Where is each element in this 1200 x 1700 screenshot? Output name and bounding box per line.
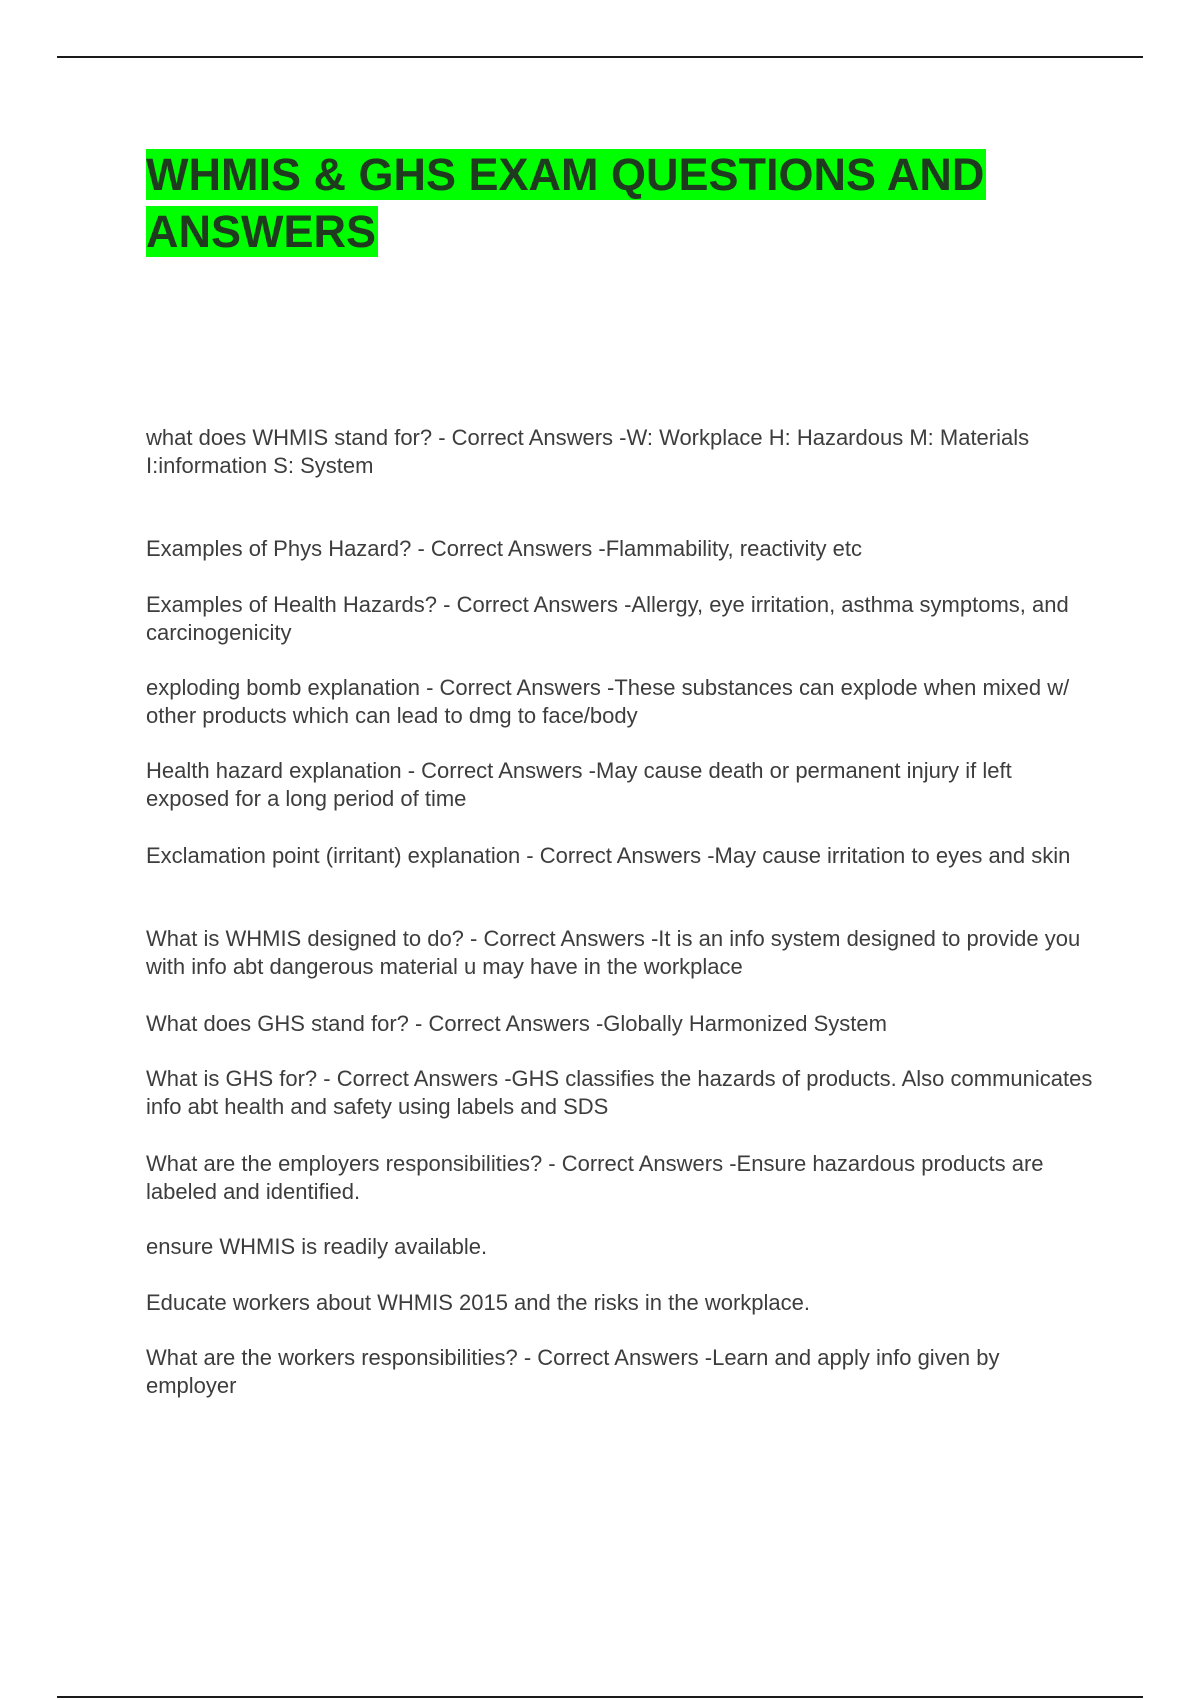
- qa-entry-worker-responsibilities: What are the workers responsibilities? - Correct Answers -Learn and apply info given by employer: [146, 1345, 1000, 1398]
- qa-entry-whmis-available: ensure WHMIS is readily available.: [146, 1234, 488, 1259]
- bottom-rule: [57, 1696, 1143, 1698]
- top-rule: [57, 56, 1143, 58]
- document-title: [146, 146, 1076, 260]
- qa-entry-ghs-meaning: What does GHS stand for? - Correct Answers -Globally Harmonized System: [146, 1011, 887, 1036]
- qa-entry-educate-workers: Educate workers about WHMIS 2015 and the risks in the workplace.: [146, 1290, 810, 1315]
- qa-entry-health-hazard-explanation: Health hazard explanation - Correct Answers -May cause death or permanent injury if left exposed for a long period of time: [146, 758, 1012, 811]
- qa-entry-exploding-bomb: exploding bomb explanation - Correct Answers -These substances can explode when mixed w/ other products which can lead to dmg to face/body: [146, 675, 1070, 728]
- qa-entry-employer-responsibilities: What are the employers responsibilities? - Correct Answers -Ensure hazardous products are labeled and identified.: [146, 1151, 1044, 1204]
- qa-entry-phys-hazard: Examples of Phys Hazard? - Correct Answers -Flammability, reactivity etc: [146, 536, 863, 561]
- qa-entry-exclamation-point: Exclamation point (irritant) explanation - Correct Answers -May cause irritation to eyes and skin: [146, 843, 1071, 868]
- qa-entry-whmis-purpose: What is WHMIS designed to do? - Correct Answers -It is an info system designed to provide you with info abt dangerous material u may have in the workplace: [146, 926, 1081, 979]
- qa-entry-health-hazards: Examples of Health Hazards? - Correct Answers -Allergy, eye irritation, asthma symptoms, and carcinogenicity: [146, 592, 1069, 645]
- title-highlight: WHMIS & GHS EXAM QUESTIONS AND ANSWERS: [146, 149, 985, 257]
- qa-entry-ghs-purpose: What is GHS for? - Correct Answers -GHS classifies the hazards of products. Also communicates info abt health and safety using labels and SDS: [146, 1066, 1093, 1119]
- qa-entry-whmis-meaning: what does WHMIS stand for? - Correct Answers -W: Workplace H: Hazardous M: Materials I:information S: System: [146, 425, 1030, 478]
